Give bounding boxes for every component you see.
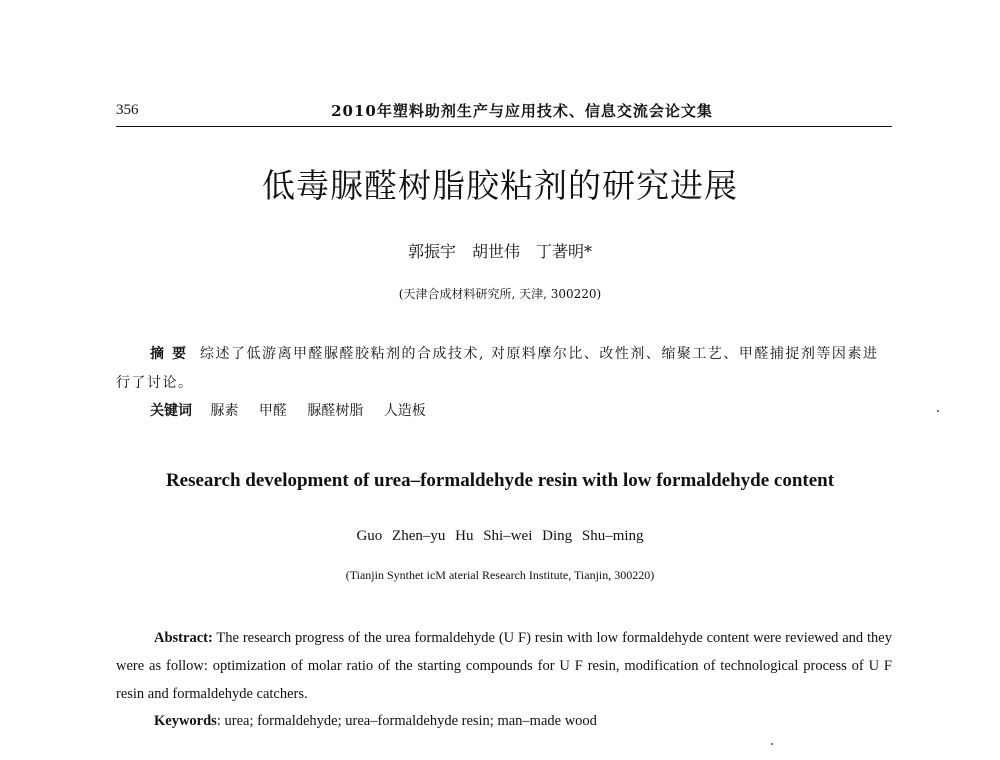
- chinese-abstract-label: 摘要: [150, 346, 194, 362]
- scan-speck: [937, 410, 939, 412]
- chinese-affiliation: (天津合成材料研究所, 天津, 300220): [398, 287, 602, 301]
- chinese-keyword: 甲醛: [258, 403, 287, 419]
- chinese-keyword: 人造板: [383, 403, 426, 419]
- chinese-title: 低毒脲醛树脂胶粘剂的研究进展: [262, 166, 738, 205]
- chinese-keywords-label: 关键词: [150, 403, 192, 419]
- english-keywords: [154, 707, 894, 735]
- chinese-keywords: [150, 400, 890, 422]
- english-affiliation: (Tianjin Synthet icM aterial Research Institute, Tianjin, 300220): [345, 568, 655, 582]
- english-abstract-label: Abstract:: [154, 630, 213, 646]
- english-abstract: [116, 624, 892, 708]
- chinese-keyword: 脲素: [210, 403, 239, 419]
- chinese-abstract: [116, 340, 892, 398]
- english-keywords-label: Keywords: [154, 713, 217, 729]
- chinese-keyword: 脲醛树脂: [307, 403, 364, 419]
- proceedings-title: 2010年塑料助剂生产与应用技术、信息交流会论文集: [331, 102, 713, 120]
- english-title: Research development of urea–formaldehyde resin with low formaldehyde content: [165, 470, 835, 491]
- page-number: 356: [116, 102, 139, 118]
- english-authors: Guo Zhen–yu Hu Shi–wei Ding Shu–ming: [356, 528, 644, 544]
- running-header: [116, 100, 892, 127]
- chinese-authors: 郭振宇 胡世伟 丁著明*: [407, 242, 592, 261]
- chinese-abstract-text: 综述了低游离甲醛脲醛胶粘剂的合成技术, 对原料摩尔比、改性剂、缩聚工艺、甲醛捕捉剂等因素进行了讨论。: [116, 346, 879, 391]
- english-keywords-text: : urea; formaldehyde; urea–formaldehyde resin; man–made wood: [216, 713, 597, 729]
- scan-speck: [771, 743, 773, 745]
- english-abstract-text: The research progress of the urea formaldehyde (U F) resin with low formaldehyde content were reviewed and they were as follow: optimization of molar ratio of the starting compounds for U F resin, modification of technological process of U F resin and formaldehyde catchers.: [116, 630, 892, 702]
